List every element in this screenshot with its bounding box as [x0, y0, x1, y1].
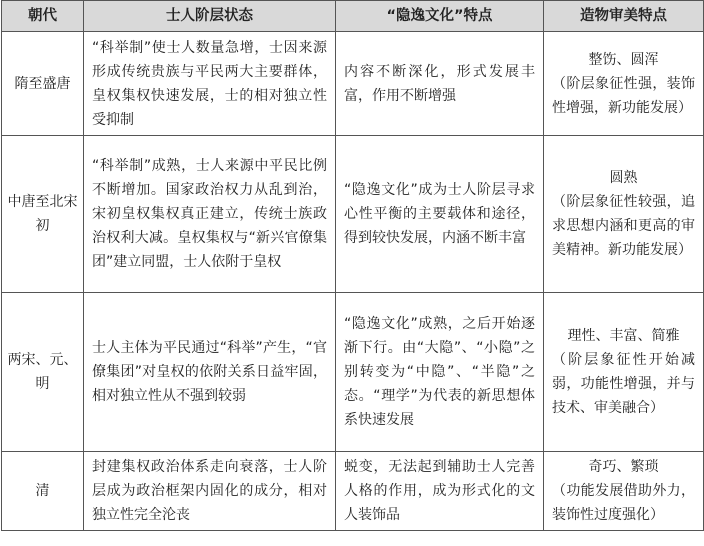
dynasty-comparison-table	[1, 0, 704, 531]
reclusive-culture-cell: “隐逸文化”成熟，之后开始逐渐下行。由“大隐”、“小隐”之别转变为“中隐”、“半隐”之态。“理学”为代表的新思想体系快速发展	[336, 293, 544, 452]
table-row	[2, 32, 704, 136]
header-scholar-status: 士人阶层状态	[84, 1, 336, 32]
aesthetics-detail: （功能发展借助外力，装饰性过度强化）	[552, 483, 695, 523]
header-reclusive-culture: “隐逸文化”特点	[336, 1, 544, 32]
aesthetics-title: 圆熟	[609, 170, 638, 186]
aesthetics-detail: （阶层象征性强，装饰性增强，新功能发展）	[552, 75, 695, 116]
era-cell: 隋至盛唐	[2, 32, 84, 136]
scholar-status-cell: “科举制”成熟，士人来源中平民比例不断增加。国家政治权力从乱到治，宋初皇权集权真正建立，传统士族政治权利大减。皇权集权与“新兴官僚集团”建立同盟，士人依附于皇权	[84, 136, 336, 293]
aesthetics-cell	[544, 136, 704, 293]
aesthetics-cell	[544, 293, 704, 452]
scholar-status-cell: “科举制”使士人数量急增，士因来源形成传统贵族与平民两大主要群体，皇权集权快速发展，士的相对独立性受抑制	[84, 32, 336, 136]
header-row	[2, 1, 704, 32]
aesthetics-detail: （阶层象征性开始减弱，功能性增强，并与技术、审美融合）	[552, 352, 695, 416]
era-cell: 清	[2, 452, 84, 531]
era-cell: 中唐至北宋初	[2, 136, 84, 293]
aesthetics-cell	[544, 32, 704, 136]
aesthetics-cell	[544, 452, 704, 531]
reclusive-culture-cell: 内容不断深化，形式发展丰富，作用不断增强	[336, 32, 544, 136]
aesthetics-detail: （阶层象征性较强，追求思想内涵和更高的审美精神。新功能发展）	[552, 194, 695, 258]
aesthetics-title: 理性、丰富、简雅	[567, 328, 680, 344]
aesthetics-title: 奇巧、繁琐	[588, 459, 659, 475]
header-era: 朝代	[2, 1, 84, 32]
scholar-status-cell: 士人主体为平民通过“科举”产生，“官僚集团”对皇权的依附关系日益牢固，相对独立性从不强到较弱	[84, 293, 336, 452]
reclusive-culture-cell: 蜕变，无法起到辅助士人完善人格的作用，成为形式化的文人装饰品	[336, 452, 544, 531]
aesthetics-title: 整饬、圆浑	[588, 51, 659, 68]
era-cell: 两宋、元、明	[2, 293, 84, 452]
table-row	[2, 136, 704, 293]
header-aesthetics: 造物审美特点	[544, 1, 704, 32]
reclusive-culture-cell: “隐逸文化”成为士人阶层寻求心性平衡的主要载体和途径，得到较快发展，内涵不断丰富	[336, 136, 544, 293]
table-row	[2, 452, 704, 531]
scholar-status-cell: 封建集权政治体系走向衰落，士人阶层成为政治框架内固化的成分，相对独立性完全沦丧	[84, 452, 336, 531]
table-row	[2, 293, 704, 452]
